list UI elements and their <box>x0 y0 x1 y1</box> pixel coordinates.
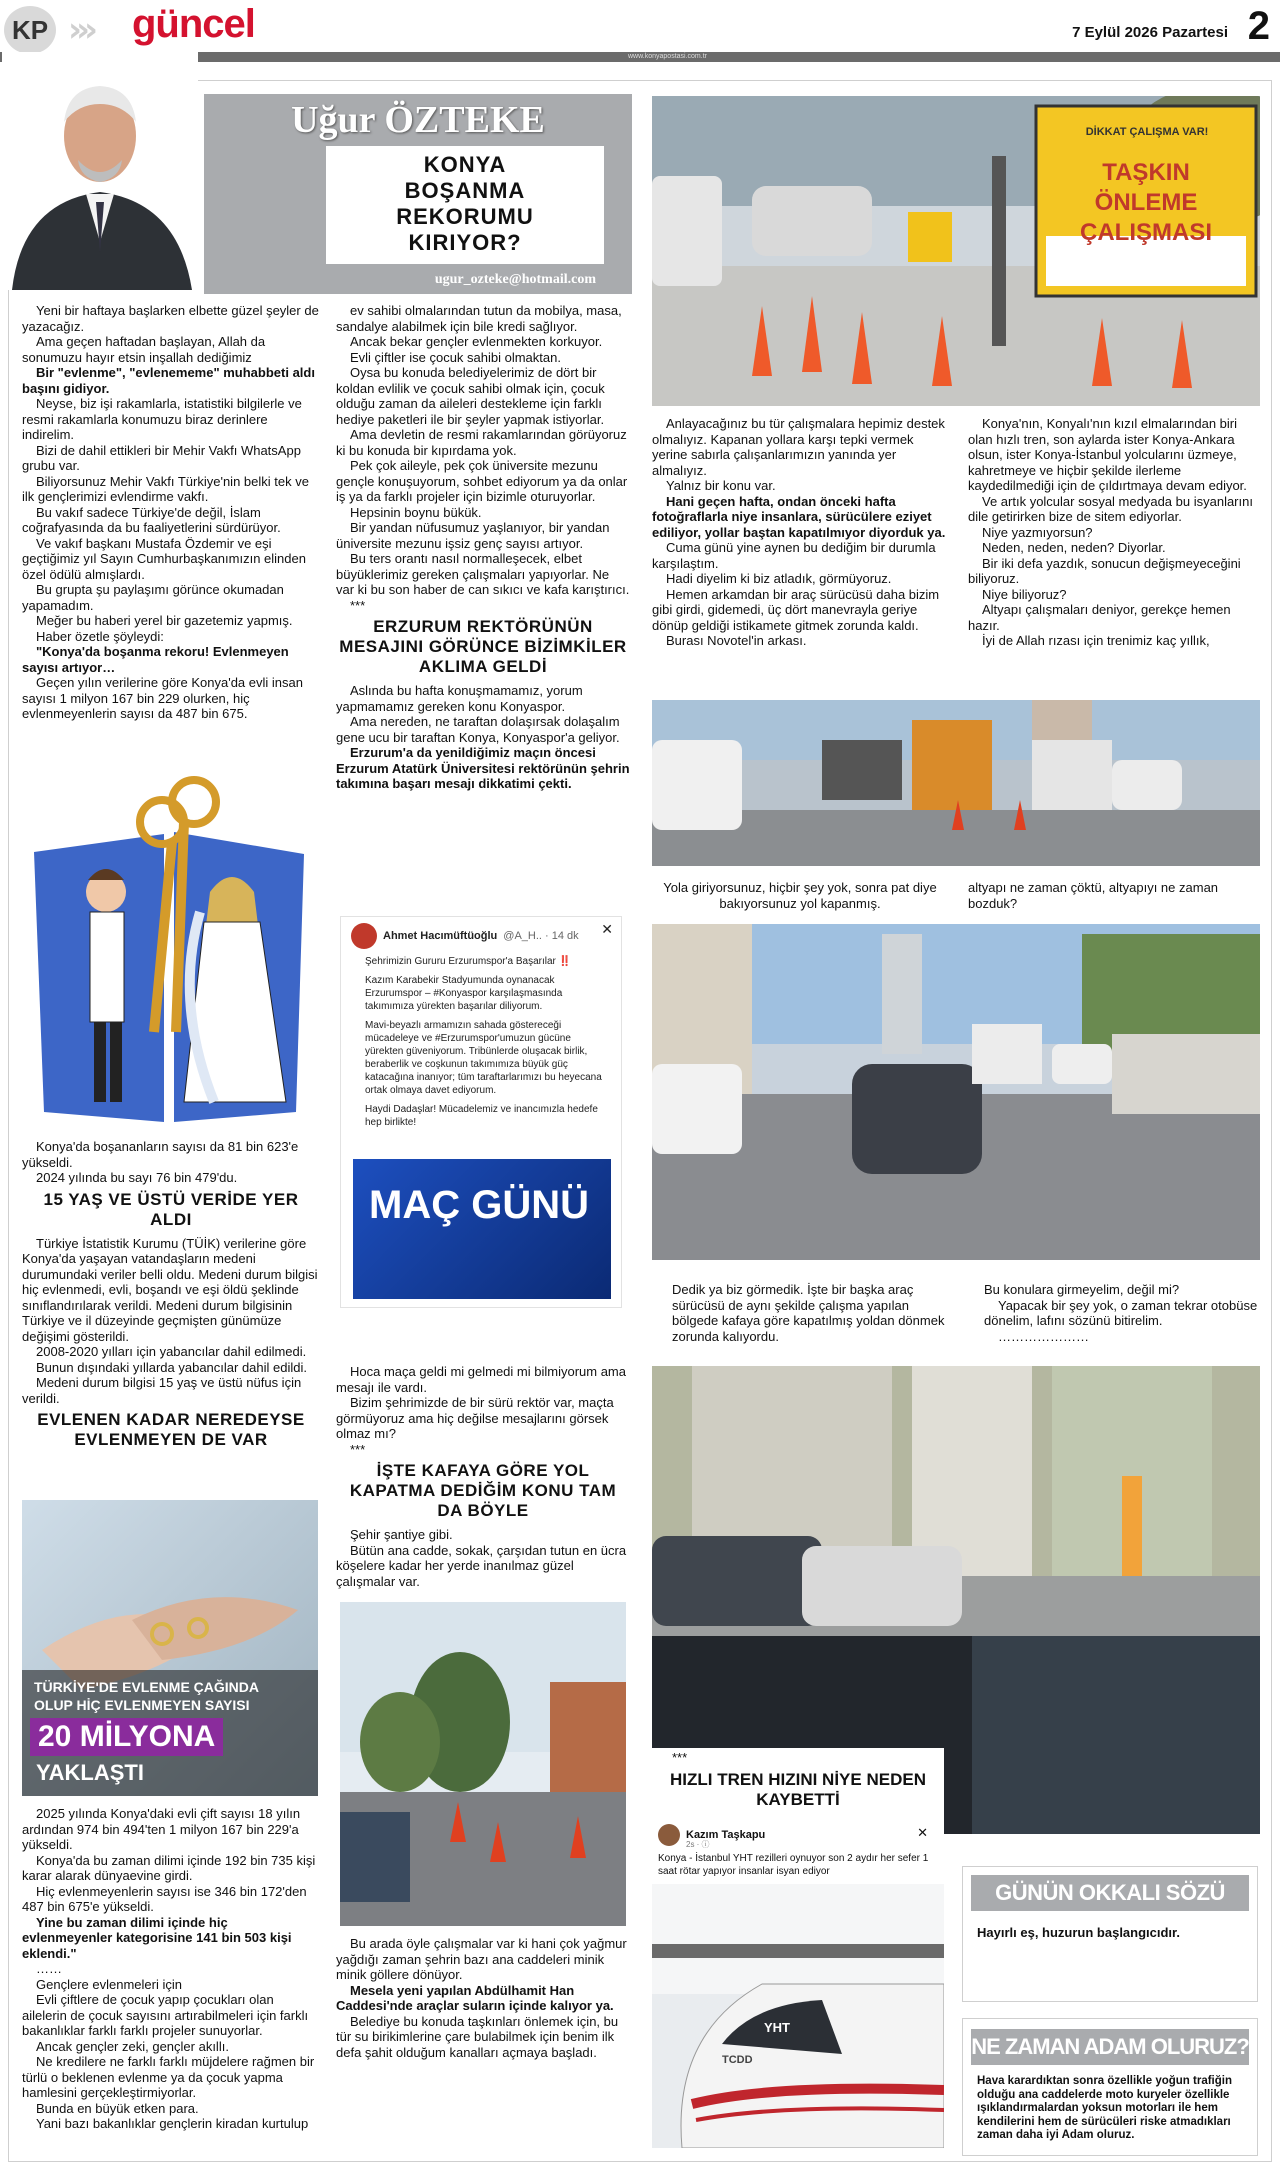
paragraph: Hoca maça geldi mi gelmedi mi bilmiyorum ama mesajı ile vardı. <box>336 1364 626 1395</box>
paragraph: 2024 yılında bu sayı 76 bin 479'du. <box>36 1170 238 1185</box>
paragraph: 2025 yılında Konya'daki evli çift sayısı 18 yılın ardından 974 bin 494'ten 1 milyon 167 bin 229'a yükseldi. <box>22 1806 301 1852</box>
kp-logo: KP <box>4 6 56 54</box>
street-works-photo <box>340 1602 626 1926</box>
poster-line: YAKLAŞTI <box>36 1760 144 1785</box>
closed-road-photo-1 <box>652 700 1260 866</box>
subheading: ERZURUM REKTÖRÜNÜN MESAJINI GÖRÜNCE BİZİMKİLER AKLIMA GELDİ <box>339 617 627 676</box>
title-line: BOŞANMA <box>404 178 526 203</box>
flood-sign-photo <box>652 96 1260 406</box>
issue-date: 7 Eylül 2026 Pazartesi <box>1072 24 1228 41</box>
quote-text: Hayırlı eş, huzurun başlangıcıdır. <box>977 1925 1180 1940</box>
paragraph: Yeni bir haftaya başlarken elbette güzel şeyler de yazacağız. <box>22 303 319 334</box>
paragraph: Bunda en büyük etken para. <box>36 2100 199 2116</box>
wedding-poster <box>22 1500 318 1796</box>
paragraph: Bütün ana cadde, sokak, çarşıdan tutun en ücra köşelere kadar her yerde inanılmaz güzel çalışmalar var. <box>336 1542 627 1589</box>
quote-of-day-box <box>962 1866 1258 2002</box>
paragraph: Bu konulara girmeyelim, değil mi? <box>984 1282 1180 1297</box>
column-1-top <box>22 303 320 722</box>
sign-text: DİKKAT ÇALIŞMA VAR! <box>1085 126 1209 138</box>
paragraph: *** <box>350 1441 366 1457</box>
post-user: Kazım Taşkapu <box>686 1828 766 1841</box>
box-title: NE ZAMAN ADAM OLURUZ? <box>971 2029 1249 2065</box>
author-email: ugur_ozteke@hotmail.com <box>434 272 596 287</box>
paragraph: Neyse, biz işi rakamlarla, istatistiki bilgilerle ve resmi rakamlarla konumuzu biraz derinlere indirelim. <box>22 396 302 442</box>
column-4-middle <box>984 1282 1260 1344</box>
chevrons-icon: ››› <box>68 10 93 50</box>
subheading: HIZLI TREN HIZINI NİYE NEDEN KAYBETTİ <box>670 1770 926 1809</box>
paragraph: Altyapı çalışmaları deniyor, gerekçe hemen hazır. <box>968 602 1231 633</box>
post-time: 2s · ⓘ <box>686 1840 710 1849</box>
caption-text: Yola giriyorsunuz, hiçbir şey yok, sonra pat diye bakıyorsunuz yol kapanmış. <box>663 880 937 911</box>
subheading: EVLENEN KADAR NEREDEYSE EVLENMEYEN DE VAR <box>37 1410 305 1449</box>
paragraph: Burası Novotel'in arkası. <box>666 633 807 648</box>
tcdd-logo: TCDD <box>722 2054 753 2066</box>
paragraph: İyi de Allah rızası için trenimiz kaç yıllık, <box>982 633 1210 648</box>
paragraph: "Konya'da boşanma rekoru! Evlenmeyen sayısı artıyor… <box>22 644 289 675</box>
post-user: Ahmet Hacımüftüoğlu <box>383 929 498 942</box>
post-text: Haydi Dadaşlar! Mücadelemiz ve inancımızla hedefe hep birlikte! <box>365 1104 598 1128</box>
site-url: www.konyapostasi.com.tr <box>628 53 707 60</box>
post-header <box>351 923 611 949</box>
post-text: Kazım Karabekir Stadyumunda oynanacak Erzurumspor – #Konyaspor karşılaşmasında takımımıza yürekten başarılar diliyorum. <box>365 975 563 1012</box>
paragraph: Konya'da boşananların sayısı da 81 bin 623'e yükseldi. <box>22 1139 299 1170</box>
paragraph: Bunun dışındaki yıllarda yabancılar dahil edildi. <box>36 1359 308 1375</box>
author-name: Uğur ÖZTEKE <box>291 99 545 141</box>
paragraph: Erzurum'a da yenildiğimiz maçın öncesi Erzurum Atatürk Üniversitesi rektörünün şehrin takımına başarı mesajı dikkatimi çekti. <box>336 745 630 791</box>
paragraph: Geçen yılın verilerine göre Konya'da evli insan sayısı 1 milyon 167 bin 229 olurken, hiç evlenmeyenlerin sayısı da 487 bin 675. <box>22 675 303 721</box>
column-2-bottom <box>336 1936 630 2060</box>
paragraph: Ancak gençler zeki, gençler akıllı. <box>36 2038 229 2054</box>
train-post-card <box>652 1748 944 2148</box>
divorce-illustration <box>24 762 314 1132</box>
close-icon: ✕ <box>601 921 613 937</box>
paragraph: Bu grupta şu paylaşımı görünce okumadan yapamadım. <box>22 582 284 613</box>
column-1-bottom <box>22 1806 320 2132</box>
yht-logo: YHT <box>764 2020 790 2035</box>
paragraph: Cuma günü yine aynen bu dediğim bir durumla karşılaştım. <box>652 540 936 571</box>
paragraph: Bu ters orantı nasıl normalleşecek, elbet büyüklerimiz gereken çalışmaları yapıyorlar. Ne var ki bu son haber de can sıkıcı ve kafa karıştırıcı. <box>336 551 630 597</box>
column-2-top <box>336 303 630 792</box>
paragraph: Hepsinin boynu bükük. <box>350 504 482 520</box>
paragraph: Oysa bu konuda belediyelerimiz de dört bir koldan evlilik ve çocuk sahibi olmak için, çocuk olduğu zaman da aileleri destekleme için farklı hediye paketleri ile bir şeyler yapmak istiyorlar. <box>336 365 605 427</box>
masthead <box>0 0 1280 60</box>
paragraph: Niye yazmıyorsun? <box>982 524 1093 540</box>
separator: *** <box>672 1750 688 1765</box>
paragraph: Hani geçen hafta, ondan önceki hafta fotoğraflarla niye insanlara, sürücülere eziyet ediliyor, yollar baştan kapatılmıyor diyorduk ya. <box>652 493 946 540</box>
paragraph: Ama geçen haftadan başlayan, Allah da sonumuzu hayır etsin inşallah dediğimiz <box>22 334 266 365</box>
post-handle: @A_H.. · 14 dk <box>503 929 579 942</box>
avatar <box>351 923 377 949</box>
paragraph: Konya'nın, Konyalı'nın kızıl elmalarından biri olan hızlı tren, son aylarda ister Konya-Ankara olsun, ister Konya-İstanbul yolcularını üzmeye, kahretmeye ve hiçbir şekilde ilerleme kaydedilmediği için de çıldırtmaya devam ediyor. <box>968 416 1247 493</box>
adam-box <box>962 2018 1258 2156</box>
paragraph: Haber özetle şöyleydi: <box>36 628 164 644</box>
paragraph: Ama devletin de resmi rakamlarından görüyoruz ki bu konuda bir kıpırdama yok. <box>336 427 627 458</box>
poster-line: OLUP HİÇ EVLENMEYEN SAYISI <box>34 1697 250 1713</box>
paragraph: Neden, neden, neden? Diyorlar. <box>982 540 1166 555</box>
paragraph: Şehir şantiye gibi. <box>350 1527 453 1542</box>
paragraph: Bu vakıf sadece Türkiye'de değil, İslam coğrafyasında da bu faaliyetlerini sürdürüyor. <box>22 504 281 535</box>
paragraph: Bir iki defa yazdık, sonucun değişmeyeceğini biliyoruz. <box>968 555 1241 586</box>
paragraph: Yapacak bir şey yok, o zaman tekrar otobüse dönelim, lafını sözünü bitirelim. <box>984 1297 1258 1328</box>
photo-caption <box>672 1282 948 1344</box>
paragraph: Ancak bekar gençler evlenmekten korkuyor. <box>350 334 603 349</box>
author-header <box>204 94 632 294</box>
paragraph: Anlayacağınız bu tür çalışmalara hepimiz destek olmalıyız. Kapanan yollara karşı tepki vermek yerine sabırla çalışanlarımızın yanında yer almalıyız. <box>652 416 945 478</box>
poster-big-text: 20 MİLYONA <box>30 1718 223 1756</box>
author-photo <box>2 52 198 290</box>
match-day-banner: MAÇ GÜNÜ <box>353 1159 611 1299</box>
paragraph: Bu arada öyle çalışmalar var ki hani çok yağmur yağdığı zaman şehrin bazı ana caddeleri minik minik göllere dönüyor. <box>336 1936 627 1982</box>
closed-road-photo-2 <box>652 924 1260 1260</box>
paragraph: Gençlere evlenmeleri için <box>36 1976 182 1992</box>
column-4-continued <box>968 880 1260 911</box>
caption-text: Dedik ya biz görmedik. İşte bir başka araç sürücüsü de aynı şekilde çalışma yapılan bölgede kafaya göre kapatılmış yoldan dönmek zorunda kalıyordu. <box>672 1282 945 1344</box>
title-line: KONYA <box>423 152 507 177</box>
box-title: GÜNÜN OKKALI SÖZÜ <box>971 1875 1249 1911</box>
paragraph: Bir yandan nüfusumuz yaşlanıyor, bir yandan üniversite mezunu işsiz genç sayısı artıyor. <box>336 520 610 551</box>
social-post-card <box>340 916 622 1308</box>
paragraph: Niye biliyoruz? <box>982 586 1067 602</box>
column-1-mid <box>22 1139 320 1456</box>
paragraph: altyapı ne zaman çöktü, altyapıyı ne zaman bozduk? <box>968 880 1219 911</box>
title-line: REKORUMU <box>396 204 534 229</box>
column-3-top <box>652 416 948 649</box>
train-photo <box>652 1884 944 2148</box>
column-title <box>326 146 604 264</box>
paragraph: Evli çiftler ise çocuk sahibi olmaktan. <box>350 349 561 365</box>
paragraph: Türkiye İstatistik Kurumu (TÜİK) verilerine göre Konya'da yaşayan vatandaşların medeni durumundaki veriler belli oldu. Medeni durum bilgisi hiç evlenmedi, evli, boşandı ve eşi öldü şeklinde sınıflandırılarak verildi. Medeni durum bilgisinin Türkiye ve il düzeyinde geçmişten günümüze değişimi gösterildi. <box>22 1235 318 1344</box>
paragraph: Hemen arkamdan bir araç sürücüsü daha bizim gibi girdi, gidemedi, üç dört manevrayla geriye dönüp geldiği istikamete gitmek zorunda kaldı. <box>652 586 940 633</box>
paragraph: Yine bu zaman dilimi içinde hiç evlenmeyenler kategorisine 141 bin 503 kişi eklendi." <box>22 1914 292 1961</box>
title-line: KIRIYOR? <box>408 230 522 255</box>
paragraph: Hadi diyelim ki biz atladık, görmüyoruz. <box>666 571 892 586</box>
close-icon: ✕ <box>917 1825 928 1840</box>
paragraph: Meğer bu haberi yerel bir gazetemiz yapmış. <box>36 613 293 628</box>
subheading: İŞTE KAFAYA GÖRE YOL KAPATMA DEDİĞİM KONU TAM DA BÖYLE <box>349 1461 617 1520</box>
paragraph: *** <box>350 597 366 613</box>
section-title: güncel <box>132 2 255 46</box>
paragraph: Bizim şehrimizde de bir sürü rektör var, maçta görmüyoruz ama hiç değilse mesajlarını görsek olmaz mı? <box>336 1395 614 1441</box>
column-2-mid <box>336 1364 630 1589</box>
paragraph: Ama nereden, ne taraftan dolaşırsak dolaşalım gene ucu bir taraftan Konya, Konyaspor'a geliyor. <box>336 714 620 745</box>
paragraph: Pek çok aileyle, pek çok üniversite mezunu gençle konuşuyorum, sohbet ediyorum ya da onlar iş ya da farklı projeler için bizimle oturuyorlar. <box>336 458 628 504</box>
paragraph: Aslında bu hafta konuşmamamız, yorum yapmamamız gereken konu Konyaspor. <box>336 683 583 714</box>
post-header <box>658 1824 765 1846</box>
paragraph: Mesela yeni yapılan Abdülhamit Han Caddesi'nde araçlar suların içinde kalıyor ya. <box>336 1982 614 2013</box>
page-number: 2 <box>1247 4 1270 48</box>
paragraph: …… <box>36 1961 62 1976</box>
paragraph: Yalnız bir konu var. <box>666 478 776 493</box>
paragraph: Ve vakıf başkanı Mustafa Özdemir ve eşi geçtiğimiz yıl Sayın Cumhurbaşkanımızın elinden özel ödülü almışlardı. <box>22 535 306 582</box>
photo-caption <box>652 880 948 911</box>
paragraph: ev sahibi olmalarından tutun da mobilya, masa, sandalye alabilmek için bile kredi sağlıyor. <box>336 303 622 334</box>
paragraph: ………………… <box>998 1328 1089 1344</box>
post-text: Mavi-beyazlı armamızın sahada göstereceği mücadeleye ve #Erzurumspor'umuzun gücüne yürekten güveniyorum. Tribünlerde oluşacak birlik, beraberlik ve coşkunun takımımıza büyük güç katacağına inanıyor; tüm taraftarlarımızı bu heyecana ortak olmaya davet ediyorum. <box>365 1020 602 1096</box>
sign-text: ÇALIŞMASI <box>1080 219 1212 246</box>
post-text: Şehrimizin Gururu Erzurumspor'a Başarılar ‼️ <box>365 956 572 967</box>
paragraph: Ve artık yolcular sosyal medyada bu isyanlarını dile getirirken bize de sitem ediyorlar. <box>968 493 1253 524</box>
avatar <box>658 1824 680 1846</box>
subheading: 15 YAŞ VE ÜSTÜ VERİDE YER ALDI <box>43 1189 299 1229</box>
paragraph: Konya'da bu zaman dilimi içinde 192 bin 735 kişi karar alarak dünyaevine girdi. <box>22 1852 316 1883</box>
paragraph: 2008-2020 yılları için yabancılar dahil edilmedi. <box>36 1344 307 1359</box>
paragraph: Bizi de dahil ettikleri bir Mehir Vakfı WhatsApp grubu var. <box>22 442 301 473</box>
paragraph: Belediye bu konuda taşkınları önlemek için, bu tür su birikimlerine çare bulabilmek için benim ilk defa şahit olduğum kanalları açmaya başladı. <box>336 2013 619 2060</box>
paragraph: Yani bazı bakanlıklar gençlerin kiradan kurtulup <box>36 2116 309 2131</box>
column-4-top <box>968 416 1260 649</box>
paragraph: Biliyorsunuz Mehir Vakfı Türkiye'nin belki tek ve ilk gençlerimizi evlendirme vakfı. <box>22 473 309 504</box>
paragraph: Evli çiftlere de çocuk yapıp çocukları olan ailelerin de çocuk sayısını artırabilmeleri için farklı bakanlıklar farklı farklı projeler sunuyorlar. <box>22 1992 309 2038</box>
paragraph: Medeni durum bilgisi 15 yaş ve üstü nüfus için verildi. <box>22 1375 302 1406</box>
post-text: Konya - İstanbul YHT rezilleri oynuyor son 2 aydır her sefer 1 saat rötar yapıyor insanlar isyan ediyor <box>658 1853 929 1877</box>
paragraph: Ne kredilere ne farklı farklı müjdelere rağmen bir türlü o beklenen evlenme ya da çocuk yapma hamlesini gerçekleştirmiyorlar. <box>22 2054 315 2100</box>
poster-line: TÜRKİYE'DE EVLENME ÇAĞINDA <box>34 1679 260 1695</box>
sign-text: TAŞKIN ÖNLEME <box>1094 159 1198 216</box>
paragraph: Bir "evlenme", "evlenememe" muhabbeti aldı başını gidiyor. <box>22 365 315 396</box>
box-text: Hava karardıktan sonra özellikle yoğun trafiğin olduğu ana caddelerde moto kuryeler özellikle ışıklandırmalardan yoksun motorları ile hem kendilerini hem de sürücüleri riske atmadıkları zaman daha iyi Adam oluruz. <box>977 2075 1232 2141</box>
paragraph: Hiç evlenmeyenlerin sayısı ise 346 bin 172'den 487 bin 675'e yükseldi. <box>22 1883 307 1914</box>
